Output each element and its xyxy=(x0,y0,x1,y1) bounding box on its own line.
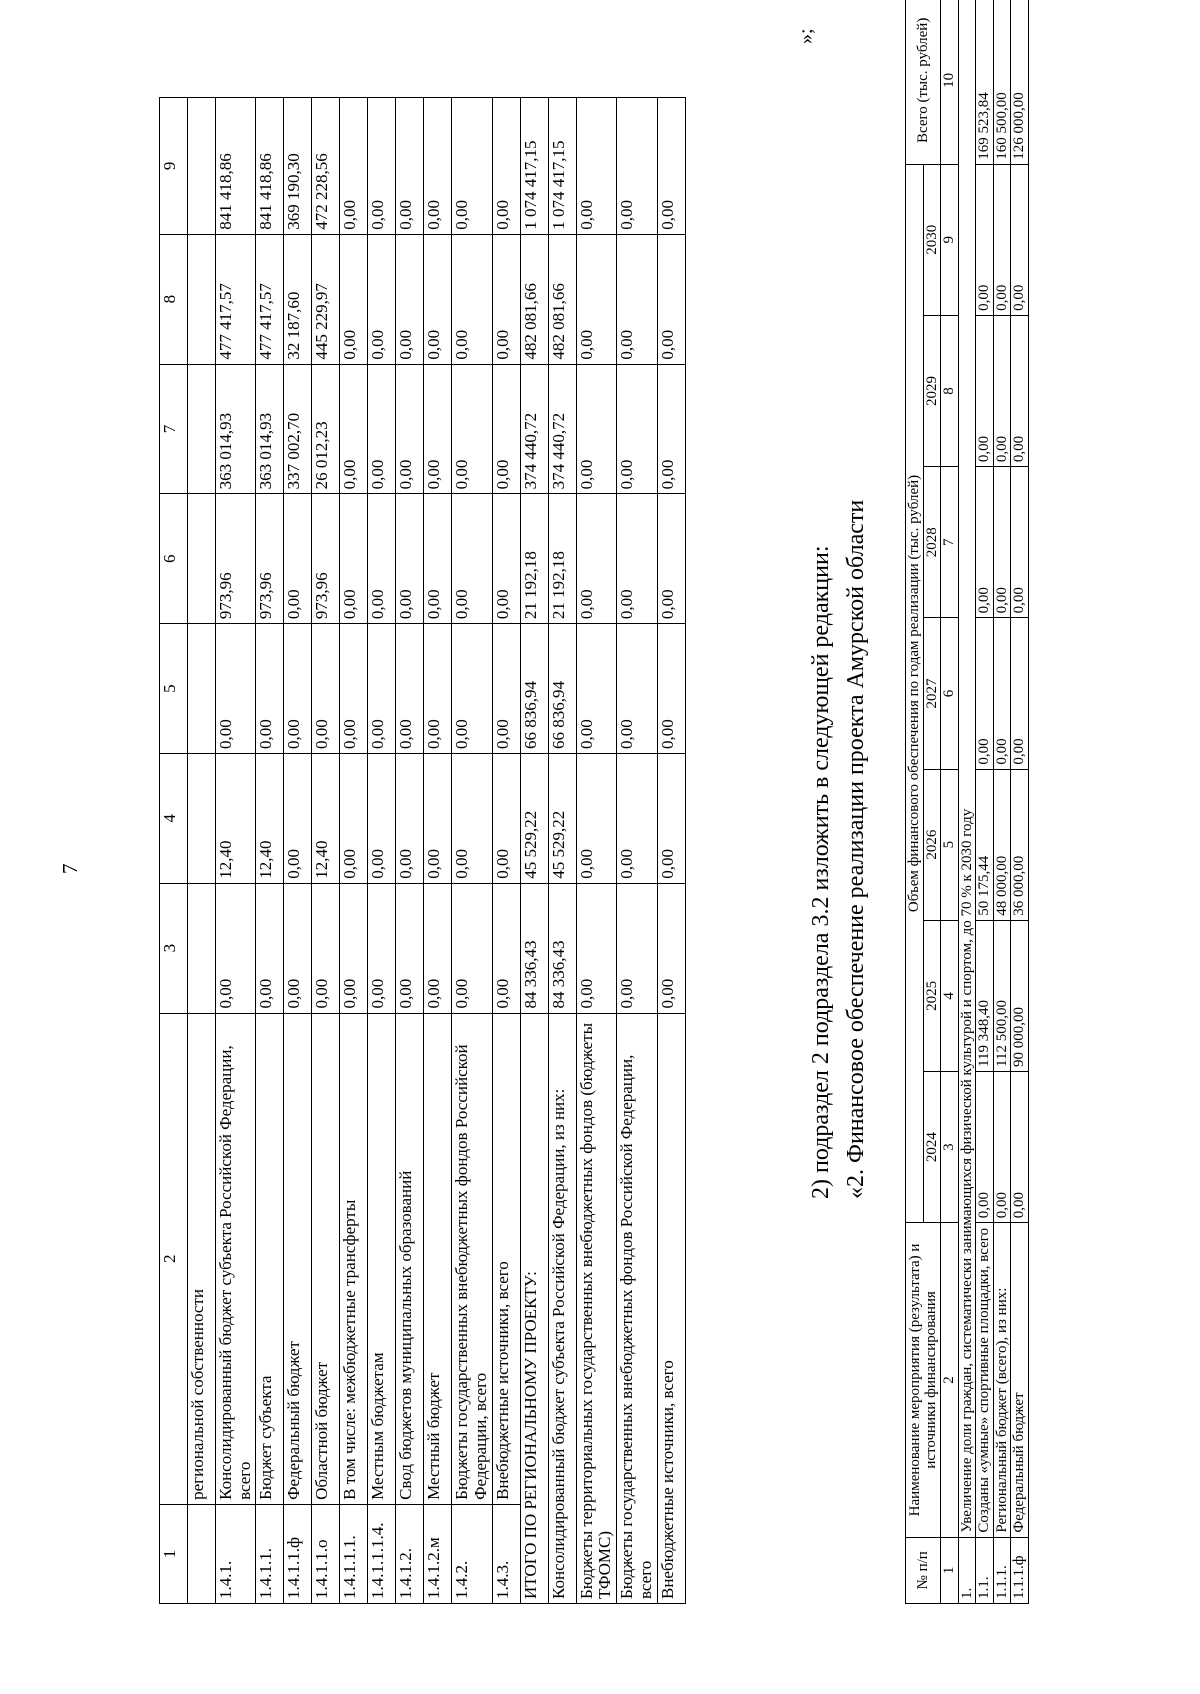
year-header: 2024 xyxy=(923,1072,941,1223)
table-row xyxy=(340,98,368,1604)
row-value: 0,00 xyxy=(284,883,312,1013)
row-value: 90 000,00 xyxy=(1011,920,1029,1071)
row-code: 1.1. xyxy=(976,1537,994,1603)
row-value: 973,96 xyxy=(256,494,284,624)
row-code: 1.4.1.2.м xyxy=(424,1504,452,1603)
header-colnum-row xyxy=(941,0,959,1604)
row-value: 0,00 xyxy=(492,624,520,754)
column-number-cell: 8 xyxy=(941,315,959,466)
summary-value: 66 836,94 xyxy=(520,624,548,754)
row-code: 1.4.1.1.ф xyxy=(284,1504,312,1603)
row-value: 0,00 xyxy=(976,164,994,315)
row-name: Бюджеты государственных внебюджетных фондов Российской Федерации, всего xyxy=(452,1013,492,1504)
row-value xyxy=(188,234,216,364)
summary-value: 0,00 xyxy=(576,883,616,1013)
row-value: 0,00 xyxy=(340,98,368,235)
financing-table-continued xyxy=(159,97,686,1604)
row-value: 0,00 xyxy=(993,164,1011,315)
row-code: 1.4.1.1. xyxy=(256,1504,284,1603)
row-value: 0,00 xyxy=(368,883,396,1013)
year-header: 2027 xyxy=(923,618,941,769)
row-value: 0,00 xyxy=(976,1072,994,1223)
row-code: 1.4.1.2. xyxy=(396,1504,424,1603)
summary-name: ИТОГО ПО РЕГИОНАЛЬНОМУ ПРОЕКТУ: xyxy=(520,1013,548,1603)
row-code: 1.4.1.1.1. xyxy=(340,1504,368,1603)
summary-value: 0,00 xyxy=(617,883,657,1013)
row-value: 973,96 xyxy=(312,494,340,624)
row-value: 841 418,86 xyxy=(256,98,284,235)
project-financing-body xyxy=(958,0,1028,1604)
year-header: 2026 xyxy=(923,769,941,920)
summary-value: 0,00 xyxy=(617,494,657,624)
summary-value: 0,00 xyxy=(657,494,685,624)
row-value: 0,00 xyxy=(368,234,396,364)
column-number-cell: 4 xyxy=(941,920,959,1071)
row-value: 0,00 xyxy=(492,364,520,494)
row-value: 0,00 xyxy=(340,494,368,624)
summary-value: 0,00 xyxy=(657,883,685,1013)
row-value: 445 229,97 xyxy=(312,234,340,364)
column-number-cell: 2 xyxy=(941,1223,959,1537)
row-value: 126 000,00 xyxy=(1011,0,1029,164)
row-value: 0,00 xyxy=(424,234,452,364)
column-number-cell: 6 xyxy=(160,494,188,624)
row-value: 369 190,30 xyxy=(284,98,312,235)
row-value: 0,00 xyxy=(368,98,396,235)
row-value: 0,00 xyxy=(1011,164,1029,315)
summary-value: 0,00 xyxy=(617,234,657,364)
column-number-cell: 6 xyxy=(941,618,959,769)
summary-name: Консолидированный бюджет субъекта Российской Федерации, из них: xyxy=(548,1013,576,1603)
row-name: Бюджет субъекта xyxy=(256,1013,284,1504)
row-name: Свод бюджетов муниципальных образований xyxy=(396,1013,424,1504)
header-row-1 xyxy=(906,0,924,1604)
table-row xyxy=(993,0,1011,1604)
row-value: 0,00 xyxy=(396,98,424,235)
row-value xyxy=(188,753,216,883)
row-name: Федеральный бюджет xyxy=(284,1013,312,1504)
header-num: № п/п xyxy=(906,1537,941,1603)
row-value: 36 000,00 xyxy=(1011,769,1029,920)
row-value: 0,00 xyxy=(452,883,492,1013)
column-number-cell: 3 xyxy=(160,883,188,1013)
row-value: 337 002,70 xyxy=(284,364,312,494)
summary-name: Внебюджетные источники, всего xyxy=(657,1013,685,1603)
row-value: 0,00 xyxy=(492,234,520,364)
column-number-row xyxy=(160,98,188,1604)
row-value: 0,00 xyxy=(368,364,396,494)
summary-row xyxy=(617,98,657,1604)
table-row xyxy=(216,98,256,1604)
row-value: 472 228,56 xyxy=(312,98,340,235)
summary-value: 0,00 xyxy=(576,98,616,235)
column-number-cell: 8 xyxy=(160,234,188,364)
financing-table-body xyxy=(188,98,686,1604)
row-value: 0,00 xyxy=(284,624,312,754)
summary-value: 0,00 xyxy=(576,234,616,364)
row-value: 0,00 xyxy=(396,624,424,754)
row-name: Местным бюджетам xyxy=(368,1013,396,1504)
header-volume: Объем финансового обеспечения по годам реализации (тыс. рублей) xyxy=(906,164,924,1223)
row-value: 0,00 xyxy=(368,624,396,754)
row-value: 0,00 xyxy=(312,624,340,754)
row-value: 0,00 xyxy=(396,753,424,883)
row-value: 0,00 xyxy=(492,883,520,1013)
row-value: 0,00 xyxy=(492,494,520,624)
year-header: 2025 xyxy=(923,920,941,1071)
row-value xyxy=(188,98,216,235)
row-value xyxy=(188,624,216,754)
column-number-cell: 4 xyxy=(160,753,188,883)
summary-value: 0,00 xyxy=(617,98,657,235)
summary-value: 45 529,22 xyxy=(520,753,548,883)
summary-value: 21 192,18 xyxy=(520,494,548,624)
row-value: 0,00 xyxy=(993,467,1011,618)
summary-value: 21 192,18 xyxy=(548,494,576,624)
row-value: 0,00 xyxy=(340,234,368,364)
row-value: 0,00 xyxy=(452,624,492,754)
row-value: 119 348,40 xyxy=(976,920,994,1071)
row-name: Местный бюджет xyxy=(424,1013,452,1504)
table-row xyxy=(188,98,216,1604)
row-code: 1.4.2. xyxy=(452,1504,492,1603)
summary-value: 84 336,43 xyxy=(520,883,548,1013)
row-value: 0,00 xyxy=(452,494,492,624)
row-value: 0,00 xyxy=(452,234,492,364)
summary-value: 84 336,43 xyxy=(548,883,576,1013)
summary-name: Бюджеты государственных внебюджетных фондов Российской Федерации, всего xyxy=(617,1013,657,1603)
row-value: 973,96 xyxy=(216,494,256,624)
year-header: 2028 xyxy=(923,467,941,618)
row-name: Областной бюджет xyxy=(312,1013,340,1504)
column-number-cell: 10 xyxy=(941,0,959,164)
row-value: 0,00 xyxy=(424,494,452,624)
year-header: 2030 xyxy=(923,164,941,315)
row-value: 0,00 xyxy=(216,883,256,1013)
summary-value: 0,00 xyxy=(657,753,685,883)
summary-row xyxy=(576,98,616,1604)
summary-value: 0,00 xyxy=(576,364,616,494)
column-number-cell: 5 xyxy=(160,624,188,754)
row-value: 0,00 xyxy=(284,494,312,624)
summary-value: 0,00 xyxy=(657,364,685,494)
row-name: В том числе: межбюджетные трансферты xyxy=(340,1013,368,1504)
row-value: 0,00 xyxy=(976,467,994,618)
row-code: 1.4.1.1.о xyxy=(312,1504,340,1603)
header-total: Всего (тыс. рублей) xyxy=(906,0,941,164)
summary-value: 482 081,66 xyxy=(520,234,548,364)
row-value xyxy=(188,883,216,1013)
row-value: 363 014,93 xyxy=(256,364,284,494)
summary-value: 0,00 xyxy=(576,494,616,624)
summary-value: 45 529,22 xyxy=(548,753,576,883)
row-value: 12,40 xyxy=(312,753,340,883)
summary-row xyxy=(548,98,576,1604)
table-row xyxy=(396,98,424,1604)
row-name: Региональный бюджет (всего), из них: xyxy=(993,1223,1011,1537)
row-value: 0,00 xyxy=(976,618,994,769)
row-value: 12,40 xyxy=(256,753,284,883)
column-number-cell: 1 xyxy=(941,1537,959,1603)
row-value: 0,00 xyxy=(424,364,452,494)
row-value: 160 500,00 xyxy=(993,0,1011,164)
row-value: 0,00 xyxy=(993,315,1011,466)
row-value: 0,00 xyxy=(424,883,452,1013)
row-value: 0,00 xyxy=(492,753,520,883)
row-value: 0,00 xyxy=(368,494,396,624)
summary-value: 0,00 xyxy=(657,234,685,364)
row-value: 0,00 xyxy=(424,98,452,235)
summary-row xyxy=(520,98,548,1604)
table-row xyxy=(424,98,452,1604)
row-value: 0,00 xyxy=(284,753,312,883)
row-value: 477 417,57 xyxy=(216,234,256,364)
row-code xyxy=(188,1504,216,1603)
row-value: 0,00 xyxy=(452,753,492,883)
row-value: 0,00 xyxy=(340,364,368,494)
summary-value: 482 081,66 xyxy=(548,234,576,364)
row-code: 1.4.1.1.1.4. xyxy=(368,1504,396,1603)
row-name: Федеральный бюджет xyxy=(1011,1223,1029,1537)
row-name: Консолидированный бюджет субъекта Российской Федерации, всего xyxy=(216,1013,256,1504)
row-value: 48 000,00 xyxy=(993,769,1011,920)
summary-value: 0,00 xyxy=(617,753,657,883)
table-row xyxy=(284,98,312,1604)
row-value: 0,00 xyxy=(1011,467,1029,618)
row-code: 1.1.1. xyxy=(993,1537,1011,1603)
row-value: 0,00 xyxy=(1011,1072,1029,1223)
row-value: 112 500,00 xyxy=(993,920,1011,1071)
row-value: 0,00 xyxy=(256,624,284,754)
column-number-cell: 1 xyxy=(160,1504,188,1603)
row-value xyxy=(188,364,216,494)
row-value: 0,00 xyxy=(993,618,1011,769)
row-value: 0,00 xyxy=(340,753,368,883)
table-row xyxy=(368,98,396,1604)
row-code: 1.4.3. xyxy=(492,1504,520,1603)
row-value: 50 175,44 xyxy=(976,769,994,920)
row-name: региональной собственности xyxy=(188,1013,216,1504)
row-name: Созданы «умные» спортивные площадки, всего xyxy=(976,1223,994,1537)
page-number: 7 xyxy=(58,863,82,874)
table-row xyxy=(312,98,340,1604)
row-value: 0,00 xyxy=(1011,618,1029,769)
row-value: 363 014,93 xyxy=(216,364,256,494)
section-row xyxy=(958,0,976,1604)
table-row xyxy=(256,98,284,1604)
summary-value: 0,00 xyxy=(657,624,685,754)
row-value: 0,00 xyxy=(368,753,396,883)
row-value: 477 417,57 xyxy=(256,234,284,364)
summary-value: 1 074 417,15 xyxy=(548,98,576,235)
row-value: 0,00 xyxy=(452,98,492,235)
row-value: 0,00 xyxy=(396,234,424,364)
row-value: 12,40 xyxy=(216,753,256,883)
section-heading: «2. Финансовое обеспечение реализации проекта Амурской области xyxy=(843,499,869,1199)
table-row xyxy=(452,98,492,1604)
row-value: 0,00 xyxy=(312,883,340,1013)
summary-value: 0,00 xyxy=(576,753,616,883)
row-value: 0,00 xyxy=(424,753,452,883)
row-value: 0,00 xyxy=(216,624,256,754)
row-value: 0,00 xyxy=(340,883,368,1013)
column-number-cell: 7 xyxy=(941,467,959,618)
summary-value: 66 836,94 xyxy=(548,624,576,754)
row-value: 26 012,23 xyxy=(312,364,340,494)
row-value: 0,00 xyxy=(993,1072,1011,1223)
table-row xyxy=(1011,0,1029,1604)
row-value: 0,00 xyxy=(340,624,368,754)
column-number-cell: 9 xyxy=(160,98,188,235)
year-header: 2029 xyxy=(923,315,941,466)
row-value: 0,00 xyxy=(424,624,452,754)
summary-value: 374 440,72 xyxy=(520,364,548,494)
table-row xyxy=(492,98,520,1604)
summary-value: 0,00 xyxy=(617,364,657,494)
row-value: 0,00 xyxy=(396,364,424,494)
header-name: Наименование мероприятия (результата) и источники финансирования xyxy=(906,1223,941,1537)
row-value: 0,00 xyxy=(976,315,994,466)
column-number-cell: 7 xyxy=(160,364,188,494)
column-number-cell: 5 xyxy=(941,769,959,920)
row-value: 32 187,60 xyxy=(284,234,312,364)
row-value: 169 523,84 xyxy=(976,0,994,164)
row-value: 0,00 xyxy=(492,98,520,235)
row-value: 841 418,86 xyxy=(216,98,256,235)
row-name: Внебюджетные источники, всего xyxy=(492,1013,520,1504)
closing-quote: »; xyxy=(795,28,817,44)
row-code: 1.4.1. xyxy=(216,1504,256,1603)
row-code: 1.1.1.ф xyxy=(1011,1537,1029,1603)
column-number-cell: 2 xyxy=(160,1013,188,1504)
row-value: 0,00 xyxy=(452,364,492,494)
row-value: 0,00 xyxy=(396,883,424,1013)
summary-value: 374 440,72 xyxy=(548,364,576,494)
row-value: 0,00 xyxy=(1011,315,1029,466)
summary-row xyxy=(657,98,685,1604)
row-value xyxy=(188,494,216,624)
summary-value: 1 074 417,15 xyxy=(520,98,548,235)
project-financing-table xyxy=(905,0,1029,1604)
row-value: 0,00 xyxy=(396,494,424,624)
section-num: 1. xyxy=(958,1537,976,1603)
row-value: 0,00 xyxy=(256,883,284,1013)
table-row xyxy=(976,0,994,1604)
section-text: Увеличение доли граждан, систематически занимающихся физической культурой и спортом, до 70 % к 2030 году xyxy=(958,0,976,1537)
summary-value: 0,00 xyxy=(617,624,657,754)
column-number-cell: 9 xyxy=(941,164,959,315)
summary-value: 0,00 xyxy=(657,98,685,235)
amendment-instruction: 2) подраздел 2 подраздела 3.2 изложить в следующей редакции: xyxy=(808,545,834,1199)
column-number-cell: 3 xyxy=(941,1072,959,1223)
summary-name: Бюджеты территориальных государственных внебюджетных фондов (бюджеты ТФОМС) xyxy=(576,1013,616,1603)
summary-value: 0,00 xyxy=(576,624,616,754)
